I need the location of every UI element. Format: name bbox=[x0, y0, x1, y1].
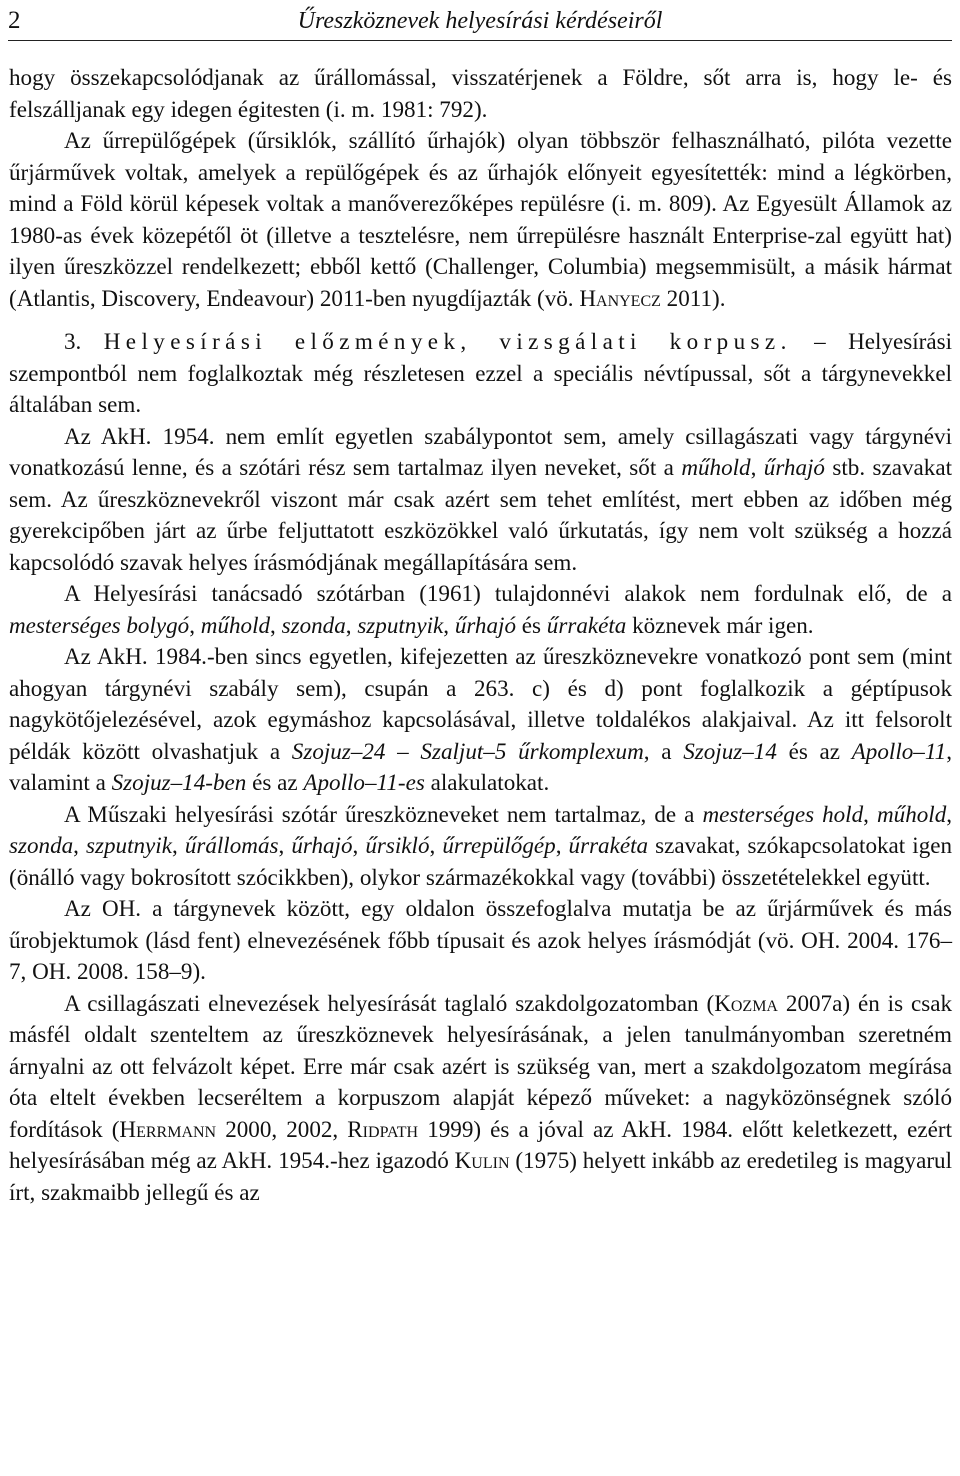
italic-term: szonda bbox=[281, 611, 346, 638]
text-run: , bbox=[278, 832, 292, 858]
text-run: , bbox=[750, 454, 764, 480]
text-run: Az AkH. 1954. nem említ egyetlen szabálypontot sem, amely csillagászati vagy tárgynévi vonatkozású lenne, és a szótári rész sem tartalmaz ilyen neveket, sőt a bbox=[9, 422, 952, 480]
text-run: , bbox=[443, 611, 455, 638]
text-run: A Helyesírási tanácsadó szótárban (1961) tulajdonnévi alakok nem fordulnak elő, de a bbox=[64, 580, 952, 606]
text-run: A csillagászati elnevezések helyesírását taglaló szakdolgozatomban ( bbox=[64, 989, 715, 1016]
italic-term: űrhajó bbox=[763, 454, 825, 480]
paragraph bbox=[9, 988, 952, 1209]
text-run: 1999) és a jóval az AkH. 1984. előtt keletkezett, ezért helyesírásában még az AkH. 1954.-hez igazodó bbox=[9, 1115, 953, 1173]
text-run: A Műszaki helyesírási szótár űreszközneveket nem tartalmaz, de a bbox=[64, 800, 703, 827]
running-title: Űreszköznevek helyesírási kérdéseiről bbox=[297, 8, 663, 34]
italic-term: űrrepülőgép bbox=[442, 832, 556, 858]
text-run: , bbox=[345, 611, 358, 638]
italic-term: szputnyik bbox=[86, 832, 172, 858]
italic-term: műhold bbox=[876, 800, 947, 827]
text-run: 2007a) én is csak másfél oldalt szenteltem az űreszköznevek helyesírásának, a jelen tanulmányomban szeretném árnyalni az ott felvázolt képet. Erre már csak azért is szükség van, mert a szakdolgozatom megírása óta eltelt években lecseréltem a korpuszom alapját képező műveket: a nagyközönségnek szóló fordítások ( bbox=[9, 989, 952, 1142]
text-run: Az OH. a tárgynevek között, egy oldalon összefoglalva mutatja be az űrjárművek és más űrobjektumok (lásd fent) elnevezésének főbb típusait és azok helyes írásmódját (vö. OH. 2004. 176–7, OH. 2008. 158–9). bbox=[9, 895, 952, 984]
italic-term: műhold bbox=[200, 611, 271, 638]
text-run: , bbox=[171, 832, 185, 858]
italic-term: űrsikló bbox=[365, 832, 430, 858]
text-run: , bbox=[73, 832, 87, 858]
italic-term: műhold bbox=[681, 454, 751, 480]
text-run: , a bbox=[643, 737, 684, 764]
italic-term: Szojuz–14 bbox=[683, 737, 777, 764]
document-body bbox=[9, 62, 952, 1208]
italic-term: mesterséges bolygó bbox=[9, 611, 190, 638]
text-run: 2000, 2002, bbox=[216, 1115, 348, 1142]
author-name: Hanyecz bbox=[579, 284, 661, 311]
text-run: , bbox=[429, 832, 443, 858]
text-run: Az AkH. 1984.-ben sincs egyetlen, kifejezetten az űreszköznevekre vonatkozó pont sem (mint ahogyan tárgynévi szabály sem), csupán a 263. c) és d) pont foglalkozik a géptípusok nagykötőjelezésével, azok egymáshoz kapcsolásával, illetve toldalékos alakjaival. Az itt felsorolt példák között olvashatjuk a bbox=[9, 643, 952, 764]
text-run: Az űrrepülőgépek (űrsiklók, szállító űrhajók) olyan többször felhasználható, pilóta vezette űrjárművek voltak, amelyek a repülőgépek és az űrhajók előnyeit egyesítették: mind a légkörben, mind a Föld körül képesek voltak a manőverezőképes repülésre (i. m. 809). Az Egyesült Államok az 1980-as évek közepétől öt (illetve a tesztelésre, nem űrrepülésre használt Enterprise-zal együtt hat) ilyen űreszközzel rendelkezett; ebből kettő (Challenger, Columbia) megsemmisült, a másik hármat (Atlantis, Discovery, Endeavour) 2011-ben nyugdíjazták (vö. bbox=[9, 127, 952, 311]
italic-term: szonda bbox=[9, 832, 74, 858]
page-header bbox=[8, 4, 952, 41]
section-heading: Helyesírási előzmények, vizsgálati korpusz. bbox=[103, 328, 792, 354]
text-run: 3. bbox=[64, 328, 104, 354]
paragraph bbox=[9, 578, 952, 641]
text-run: , bbox=[555, 832, 569, 858]
text-run: , bbox=[946, 800, 953, 827]
text-run: (1975) helyett inkább az eredetileg is magyarul írt, szakmaibb jellegű és az bbox=[9, 1147, 952, 1205]
text-run: , valamint a bbox=[9, 737, 952, 795]
text-run: , bbox=[863, 800, 877, 827]
text-run: , bbox=[189, 611, 201, 638]
text-run: szavakat, szókapcsolatokat igen (önálló vagy bokrosított szócikkben), olykor származékokkal vagy (további) összetételekkel együtt. bbox=[9, 832, 953, 890]
page-number: 2 bbox=[8, 7, 21, 34]
italic-term: űrrakéta bbox=[546, 611, 627, 638]
text-run: és bbox=[516, 611, 547, 638]
italic-term: Apollo–11 bbox=[851, 737, 947, 764]
paragraph bbox=[9, 421, 952, 579]
italic-term: mesterséges hold bbox=[702, 800, 864, 827]
paragraph bbox=[9, 326, 952, 421]
paragraph bbox=[9, 893, 952, 988]
italic-term: szputnyik bbox=[357, 611, 444, 638]
text-run: köznevek már igen. bbox=[626, 611, 814, 638]
author-name: Herrmann bbox=[119, 1115, 217, 1142]
author-name: Kulin bbox=[454, 1147, 510, 1173]
italic-term: Szojuz–14-ben bbox=[111, 769, 247, 795]
text-run: és az bbox=[776, 737, 852, 764]
text-run: stb. szavakat sem. Az űreszköznevekről viszont már csak azért sem tehet említést, mert ebben az időben még gyerekcipőben járt az űrbe feljuttatott eszközökkel való űrkutatás, így nem volt szükség a hozzá kapcsolódó szavak helyes írásmódjának megállapítására sem. bbox=[9, 454, 952, 575]
paragraph bbox=[9, 62, 952, 125]
text-run: 2011). bbox=[660, 284, 726, 311]
italic-term: űrhajó bbox=[454, 611, 516, 638]
text-run: – Helyesírási szempontból nem foglalkoztak még részletesen ezzel a speciális névtípussal, sőt a tárgynevekkel általában sem. bbox=[9, 328, 953, 417]
paragraph bbox=[9, 799, 952, 894]
text-run: és az bbox=[246, 769, 304, 795]
italic-term: űrrakéta bbox=[568, 832, 649, 858]
author-name: Ridpath bbox=[347, 1115, 419, 1142]
author-name: Kozma bbox=[714, 989, 778, 1016]
italic-term: űrállomás bbox=[184, 832, 279, 858]
italic-term: Apollo–11-es bbox=[303, 769, 425, 795]
text-run: , bbox=[270, 611, 282, 638]
italic-term: űrhajó bbox=[291, 832, 353, 858]
text-run: , bbox=[352, 832, 366, 858]
paragraph bbox=[9, 125, 952, 314]
italic-term: Szojuz–24 – Szaljut–5 űrkomplexum bbox=[291, 737, 644, 764]
paragraph bbox=[9, 641, 952, 799]
text-run: hogy összekapcsolódjanak az űrállomással, visszatérjenek a Földre, sőt arra is, hogy le- és felszálljanak egy idegen égitesten (i. m. 1981: 792). bbox=[9, 64, 952, 122]
text-run: alakulatokat. bbox=[424, 769, 550, 795]
